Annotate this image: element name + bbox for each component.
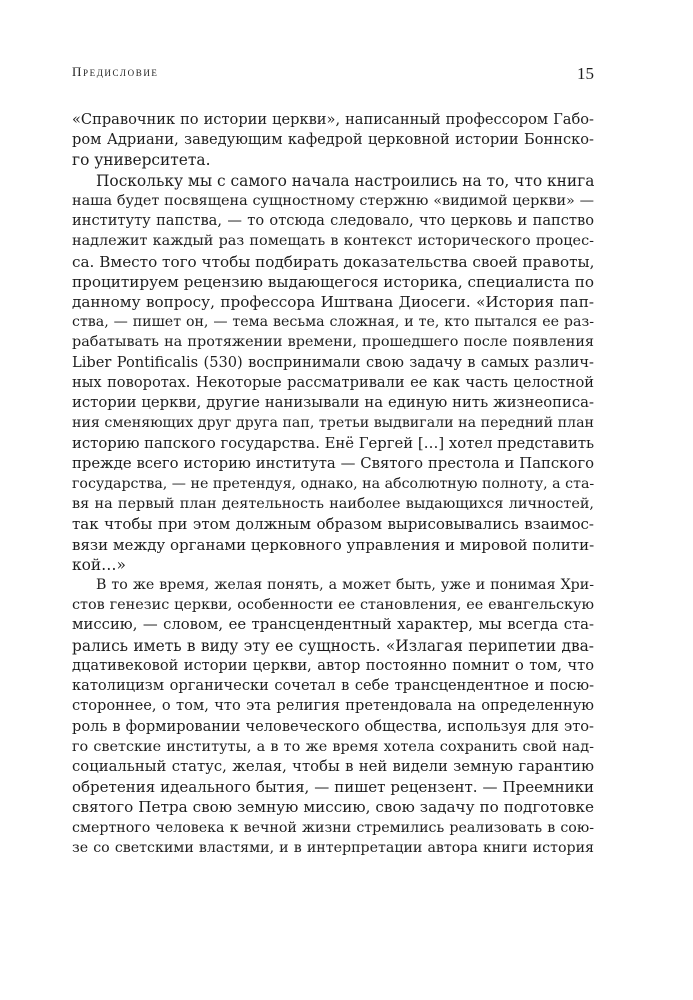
text-line: «Справочник по истории церкви», написанный профессором Габо- <box>72 111 594 128</box>
text-line: стов генезис церкви, особенности ее становления, ее евангельскую <box>72 597 594 614</box>
text-line: го университета. <box>72 151 211 170</box>
text-line: го светские институты, а в то же время хотела сохранить свой над- <box>72 738 594 755</box>
text-line: ных поворотах. Некоторые рассматривали ее как часть целостной <box>72 373 594 391</box>
text-line: прежде всего историю института — Святого престола и Папского <box>72 454 594 472</box>
text-line: Поскольку мы с самого начала настроились на то, что книга <box>96 171 595 190</box>
text-line: ния сменяющих друг друга пап, третьи выдвигали на передний план <box>72 415 594 432</box>
text-line: так чтобы при этом должным образом вырисовывались взаимос- <box>72 515 594 534</box>
text-line: вя на первый план деятельность наиболее выдающихся личностей, <box>72 496 594 513</box>
text-line: ром Адриани, заведующим кафедрой церковной истории Боннско- <box>72 131 594 149</box>
running-head: Предисловие <box>72 64 159 79</box>
text-line: ства, — пишет он, — тема весьма сложная, и те, кто пытался ее раз- <box>72 314 594 331</box>
text-line: процитируем рецензию выдающегося историка, специалиста по <box>72 272 594 291</box>
text-line: вязи между органами церковного управления и мировой полити- <box>72 535 595 554</box>
text-line: смертного человека к вечной жизни стремились реализовать в сою- <box>72 819 594 836</box>
text-line: рабатывать на протяжении времени, прошедшего после появления <box>72 334 594 351</box>
text-line: данному вопросу, профессора Иштвана Диосеги. «История пап- <box>72 292 594 311</box>
text-line: кой…» <box>72 555 126 574</box>
text-line: государства, — не претендуя, однако, на абсолютную полноту, а ста- <box>72 475 595 492</box>
text-line: историю папского государства. Енё Гергей […] хотел представить <box>72 434 595 452</box>
page-number: 15 <box>577 64 594 83</box>
text-line: социальный статус, желая, чтобы в ней видели земную гарантию <box>72 758 594 775</box>
text-line: В то же время, желая понять, а может быть, уже и понимая Хри- <box>96 577 594 594</box>
text-line: миссию, — словом, ее трансцендентный характер, мы всегда ста- <box>72 616 594 634</box>
text-line: роль в формировании человеческого общества, используя для это- <box>72 717 594 735</box>
text-line: дцативековой истории церкви, автор постоянно помнит о том, что <box>72 656 594 674</box>
text-line: рались иметь в виду эту ее сущность. «Излагая перипетии два- <box>72 636 594 655</box>
text-line: обретения идеального бытия, — пишет рецензент. — Преемники <box>72 778 594 797</box>
text-line: истории церкви, другие нанизывали на единую нить жизнеописа- <box>72 394 594 412</box>
text-line: Liber Pontificalis (530) воспринимали свою задачу в самых различ- <box>72 353 594 371</box>
text-line: зе со светскими властями, и в интерпретации автора книги история <box>72 839 594 856</box>
text-line: надлежит каждый раз помещать в контекст исторического процес- <box>72 233 594 250</box>
text-line: стороннее, о том, что эта религия претендовала на определенную <box>72 697 594 715</box>
text-line: католицизм органически сочетал в себе трансцендентное и посю- <box>72 677 594 695</box>
text-line: наша будет посвящена сущностному стержню «видимой церкви» — <box>72 192 594 209</box>
body-text <box>72 110 594 858</box>
text-line: са. Вместо того чтобы подбирать доказательства своей правоты, <box>72 252 595 271</box>
text-line: святого Петра свою земную миссию, свою задачу по подготовке <box>72 798 594 817</box>
text-line: институту папства, — то отсюда следовало, что церковь и папство <box>72 212 594 230</box>
